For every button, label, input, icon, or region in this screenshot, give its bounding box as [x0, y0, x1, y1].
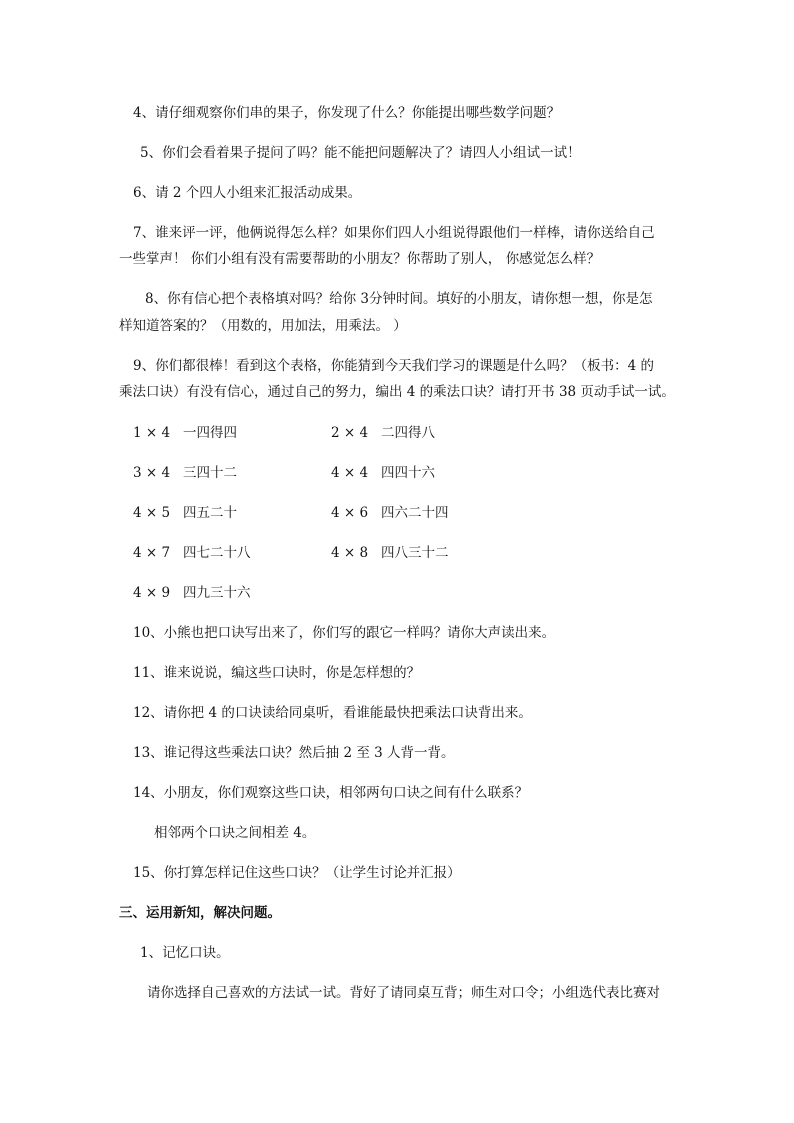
table-expr: 1 × 4 — [133, 425, 171, 441]
section-heading: 三、运用新知，解决问题。 — [119, 905, 281, 921]
table-row — [331, 544, 449, 562]
table-rhyme: 四四十六 — [381, 465, 435, 481]
paragraph-8-line2: 样知道答案的？（用数的，用加法，用乘法。 ） — [119, 318, 407, 334]
table-row — [133, 504, 237, 522]
table-rhyme: 四七二十八 — [183, 545, 251, 561]
paragraph-15: 15、你打算怎样记住这些口诀？（让学生讨论并汇报） — [133, 865, 461, 881]
table-expr: 3 × 4 — [133, 465, 171, 481]
table-rhyme: 一四得四 — [183, 425, 237, 441]
table-expr: 4 × 4 — [331, 465, 369, 481]
paragraph-4: 4、请仔细观察你们串的果子，你发现了什么？你能提出哪些数学问题？ — [133, 105, 561, 121]
paragraph-14: 14、小朋友，你们观察这些口诀，相邻两句口诀之间有什么联系？ — [133, 785, 529, 801]
table-row — [133, 464, 237, 482]
table-expr: 4 × 9 — [133, 585, 171, 601]
table-expr: 4 × 8 — [331, 545, 369, 561]
paragraph-8-line1: 8、你有信心把个表格填对吗？给你 3分钟时间。填好的小朋友，请你想一想，你是怎 — [145, 291, 653, 307]
table-row — [133, 424, 237, 442]
paragraph-13: 13、谁记得这些乘法口诀？然后抽 2 至 3 人背一背。 — [133, 745, 455, 761]
paragraph-7-line2: 一些掌声！ 你们小组有没有需要帮助的小朋友？你帮助了别人， 你感觉怎么样？ — [119, 251, 601, 267]
table-row — [331, 424, 435, 442]
table-expr: 2 × 4 — [331, 425, 369, 441]
subsection-body: 请你选择自己喜欢的方法试一试。背好了请同桌互背；师生对口令；小组选代表比赛对 — [147, 985, 660, 1001]
paragraph-5: 5、你们会看着果子提问了吗？能不能把问题解决了？请四人小组试一试！ — [140, 145, 581, 161]
paragraph-9-line1: 9、你们都很棒！看到这个表格，你能猜到今天我们学习的课题是什么吗？（板书：4 的 — [133, 358, 654, 374]
paragraph-6: 6、请 2 个四人小组来汇报活动成果。 — [133, 185, 362, 201]
table-row — [133, 584, 251, 602]
paragraph-11: 11、谁来说说，编这些口诀时，你是怎样想的？ — [133, 665, 421, 681]
table-row — [133, 544, 251, 562]
table-rhyme: 四九三十六 — [183, 585, 251, 601]
table-expr: 4 × 6 — [331, 505, 369, 521]
subsection-title: 1、记忆口诀。 — [140, 945, 230, 961]
table-rhyme: 二四得八 — [381, 425, 435, 441]
table-expr: 4 × 7 — [133, 545, 171, 561]
paragraph-9-line2: 乘法口诀）有没有信心，通过自己的努力，编出 4 的乘法口诀？请打开书 38 页动手试一试。 — [119, 384, 675, 400]
table-row — [331, 464, 435, 482]
table-rhyme: 四八三十二 — [381, 545, 449, 561]
paragraph-7-line1: 7、谁来评一评，他俩说得怎么样？如果你们四人小组说得跟他们一样棒，请你送给自己 — [133, 225, 655, 241]
table-row — [331, 504, 449, 522]
table-rhyme: 四六二十四 — [381, 505, 449, 521]
paragraph-14-answer: 相邻两个口诀之间相差 4。 — [154, 825, 316, 841]
table-expr: 4 × 5 — [133, 505, 171, 521]
paragraph-12: 12、请你把 4 的口诀读给同桌听，看谁能最快把乘法口诀背出来。 — [133, 705, 532, 721]
table-rhyme: 四五二十 — [183, 505, 237, 521]
table-rhyme: 三四十二 — [183, 465, 237, 481]
paragraph-10: 10、小熊也把口诀写出来了，你们写的跟它一样吗？请你大声读出来。 — [133, 625, 556, 641]
